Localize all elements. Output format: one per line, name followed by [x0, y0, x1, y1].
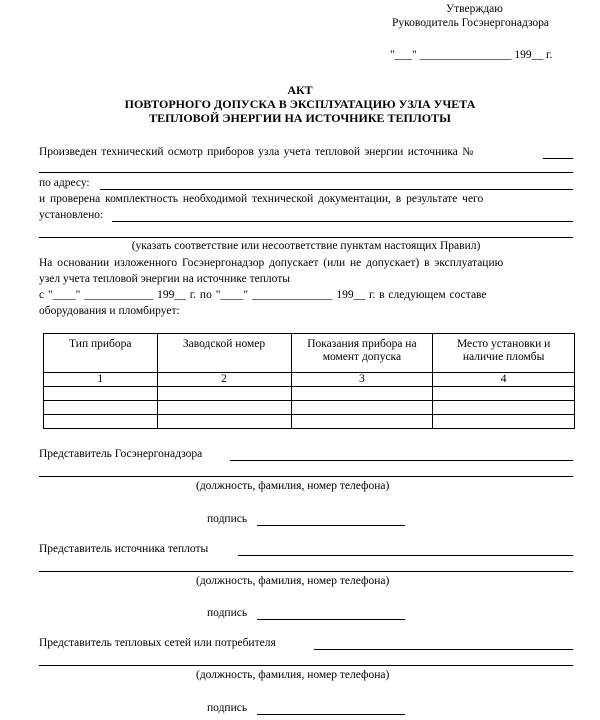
established-label: установлено: — [39, 209, 104, 221]
admission-text-2: узел учета тепловой энергии на источнике теплоты — [39, 273, 291, 285]
signature-label: подпись — [207, 702, 248, 714]
header-location-seal: Место установки и наличие пломбы — [433, 334, 575, 373]
position-caption: (должность, фамилия, номер телефона) — [196, 480, 390, 492]
address-line — [100, 189, 573, 190]
column-number: 1 — [44, 373, 158, 387]
admission-text-3: оборудования и пломбирует: — [39, 305, 180, 317]
blank-line — [39, 665, 573, 666]
representative-line — [314, 649, 573, 650]
table-cell — [44, 401, 158, 415]
established-line — [112, 221, 573, 222]
table-row — [44, 387, 575, 401]
representative-line — [230, 460, 573, 461]
table-header-row — [44, 334, 575, 373]
source-number-line — [543, 158, 573, 159]
documentation-text: и проверена комплектность необходимой технической документации, в результате чего — [39, 193, 484, 205]
table-cell — [433, 401, 575, 415]
blank-line — [39, 476, 573, 477]
table-cell — [291, 401, 433, 415]
approval-date-line: "___" ________________ 199__ г. — [390, 49, 553, 61]
table-cell — [433, 415, 575, 429]
document-title: АКТ — [287, 83, 313, 97]
approval-line-1: Утверждаю — [446, 3, 503, 15]
table-row — [44, 373, 575, 387]
table-cell — [291, 387, 433, 401]
column-number: 2 — [157, 373, 291, 387]
admission-period: с "____" ____________ 199__ г. по "____" ______________ 199__ г. в следующем составе — [39, 289, 487, 301]
signature-line — [257, 619, 405, 620]
header-readings: Показания прибора на момент допуска — [291, 334, 433, 373]
blank-line — [39, 571, 573, 572]
position-caption: (должность, фамилия, номер телефона) — [196, 669, 390, 681]
signature-line — [257, 714, 405, 715]
signature-label-heat-source: Представитель источника теплоты — [39, 543, 209, 555]
signature-label-energy-supervision: Представитель Госэнергонадзора — [39, 448, 203, 460]
representative-line — [238, 555, 573, 556]
blank-line — [39, 172, 573, 173]
signature-label: подпись — [207, 607, 248, 619]
table-cell — [44, 387, 158, 401]
approval-line-2: Руководитель Госэнергонадзора — [392, 17, 550, 29]
column-number: 3 — [291, 373, 433, 387]
table-row — [44, 415, 575, 429]
table-cell — [44, 415, 158, 429]
header-serial-number: Заводской номер — [157, 334, 291, 373]
table-cell — [157, 415, 291, 429]
blank-line — [39, 237, 573, 238]
document-subtitle-2: ТЕПЛОВОЙ ЭНЕРГИИ НА ИСТОЧНИКЕ ТЕПЛОТЫ — [149, 111, 451, 125]
table-cell — [433, 387, 575, 401]
compliance-note: (указать соответствие или несоответствие пунктам настоящих Правил) — [131, 240, 481, 252]
document-subtitle-1: ПОВТОРНОГО ДОПУСКА В ЭКСПЛУАТАЦИЮ УЗЛА УЧЕТА — [124, 97, 476, 111]
inspection-text: Произведен технический осмотр приборов узла учета тепловой энергии источника № — [39, 146, 474, 158]
table-cell — [157, 401, 291, 415]
admission-text-1: На основании изложенного Госэнергонадзор допускает (или не допускает) в эксплуатацию — [39, 257, 504, 269]
signature-label: подпись — [207, 513, 248, 525]
position-caption: (должность, фамилия, номер телефона) — [196, 575, 390, 587]
header-device-type: Тип прибора — [44, 334, 158, 373]
signature-label-heat-networks: Представитель тепловых сетей или потребителя — [39, 637, 276, 649]
address-label: по адресу: — [39, 177, 90, 189]
table-row — [44, 401, 575, 415]
table-cell — [157, 387, 291, 401]
table-cell — [291, 415, 433, 429]
column-number: 4 — [433, 373, 575, 387]
equipment-table — [43, 333, 575, 429]
signature-line — [257, 525, 405, 526]
